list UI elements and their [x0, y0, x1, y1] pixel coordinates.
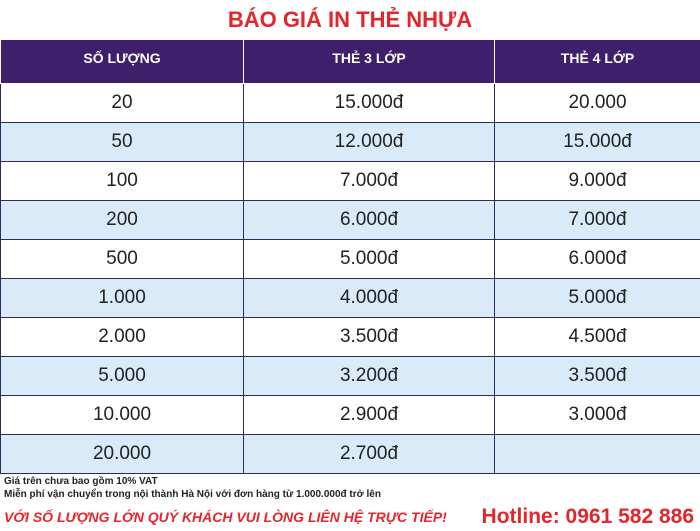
- price-4-layer-cell: 9.000đ: [495, 162, 700, 201]
- table-row: [1, 357, 700, 396]
- price-3-layer-cell: 3.200đ: [244, 357, 495, 396]
- price-3-layer-cell: 7.000đ: [244, 162, 495, 201]
- table-row: [1, 240, 700, 279]
- price-4-layer-cell: 3.000đ: [495, 396, 700, 435]
- price-4-layer-cell: [495, 435, 700, 474]
- header-quantity: SỐ LƯỢNG: [1, 40, 244, 84]
- footnotes: [4, 475, 381, 501]
- table-row: [1, 162, 700, 201]
- quantity-cell: 20.000: [1, 435, 244, 474]
- price-4-layer-cell: 5.000đ: [495, 279, 700, 318]
- price-3-layer-cell: 4.000đ: [244, 279, 495, 318]
- table-header-row: [1, 40, 700, 84]
- price-3-layer-cell: 5.000đ: [244, 240, 495, 279]
- quantity-cell: 500: [1, 240, 244, 279]
- price-3-layer-cell: 6.000đ: [244, 201, 495, 240]
- vat-note: Giá trên chưa bao gồm 10% VAT: [4, 476, 158, 487]
- price-3-layer-cell: 2.900đ: [244, 396, 495, 435]
- quantity-cell: 5.000: [1, 357, 244, 396]
- table-row: [1, 123, 700, 162]
- quantity-cell: 20: [1, 84, 244, 123]
- page-title: BÁO GIÁ IN THẺ NHỰA: [227, 7, 473, 32]
- price-table: [0, 39, 700, 474]
- table-row: [1, 318, 700, 357]
- price-4-layer-cell: 20.000: [495, 84, 700, 123]
- price-4-layer-cell: 15.000đ: [495, 123, 700, 162]
- hotline: Hotline: 0961 582 886: [481, 505, 694, 528]
- quantity-cell: 100: [1, 162, 244, 201]
- table-row: [1, 396, 700, 435]
- quantity-cell: 10.000: [1, 396, 244, 435]
- price-3-layer-cell: 15.000đ: [244, 84, 495, 123]
- price-3-layer-cell: 2.700đ: [244, 435, 495, 474]
- header-4-layer-card: THẺ 4 LỚP: [495, 40, 700, 84]
- table-row: [1, 279, 700, 318]
- price-4-layer-cell: 3.500đ: [495, 357, 700, 396]
- price-4-layer-cell: 6.000đ: [495, 240, 700, 279]
- price-3-layer-cell: 3.500đ: [244, 318, 495, 357]
- contact-bar: [0, 505, 700, 531]
- quantity-cell: 2.000: [1, 318, 244, 357]
- table-row: [1, 435, 700, 474]
- quantity-cell: 200: [1, 201, 244, 240]
- price-3-layer-cell: 12.000đ: [244, 123, 495, 162]
- shipping-note: Miễn phí vận chuyển trong nội thành Hà Nội với đơn hàng từ 1.000.000đ trở lên: [4, 489, 381, 500]
- header-3-layer-card: THẺ 3 LỚP: [244, 40, 495, 84]
- price-4-layer-cell: 7.000đ: [495, 201, 700, 240]
- quantity-cell: 1.000: [1, 279, 244, 318]
- bulk-contact-message: VỚI SỐ LƯỢNG LỚN QUÝ KHÁCH VUI LÒNG LIÊN HỆ TRỰC TIẾP!: [4, 509, 447, 525]
- price-4-layer-cell: 4.500đ: [495, 318, 700, 357]
- table-row: [1, 201, 700, 240]
- quantity-cell: 50: [1, 123, 244, 162]
- table-row: [1, 84, 700, 123]
